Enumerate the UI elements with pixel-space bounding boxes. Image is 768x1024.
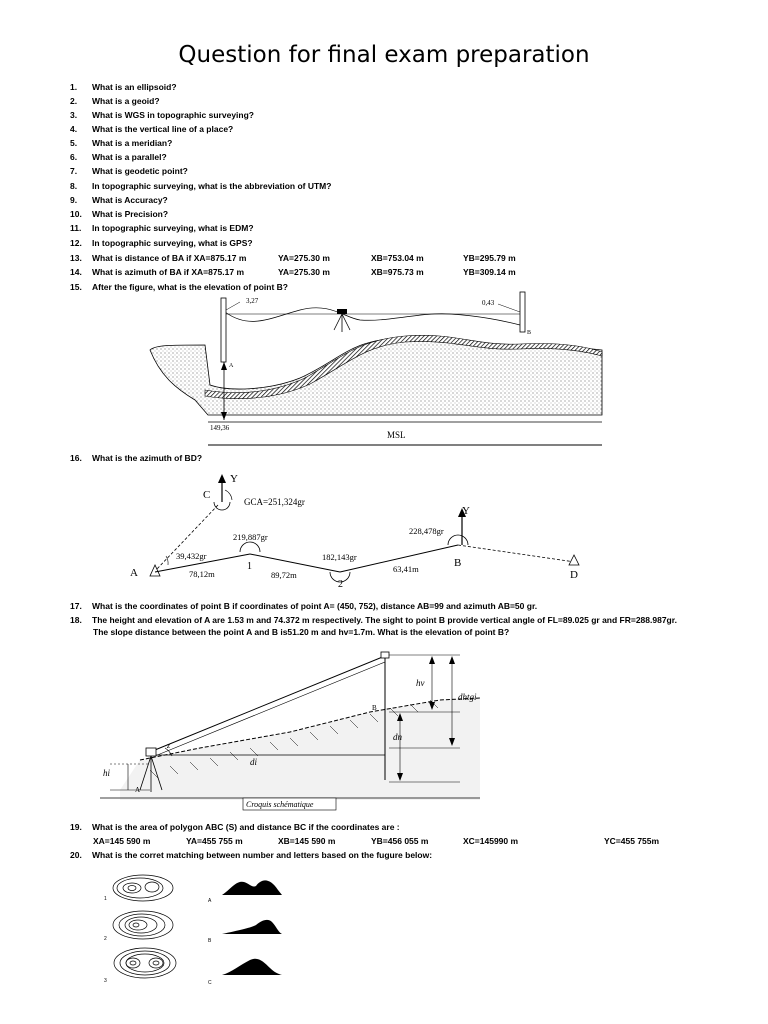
q13-yb: YB=295.79 m xyxy=(463,253,516,263)
question-15: 15. After the figure, what is the elevation of point B? xyxy=(70,282,288,292)
elevation-value: 149,36 xyxy=(210,424,230,432)
question-3: 3. What is WGS in topographic surveying? xyxy=(70,110,254,120)
q19-xc: XC=145990 m xyxy=(463,836,519,846)
question-19: 19. What is the area of polygon ABC (S) and distance BC if the coordinates are : xyxy=(70,822,400,832)
profile-a xyxy=(222,880,282,895)
angle-a: 39,432gr xyxy=(176,551,207,561)
contour-map-1 xyxy=(113,875,173,901)
question-10: 10. What is Precision? xyxy=(70,209,169,219)
question-8: 8. In topographic surveying, what is the abbreviation of UTM? xyxy=(70,181,332,191)
q13-ya: YA=275.30 m xyxy=(278,253,330,263)
label-dh: dhtgi xyxy=(458,692,477,702)
q14-xb: XB=975.73 m xyxy=(371,267,424,277)
q14-yb: YB=309.14 m xyxy=(463,267,516,277)
question-16: 16. What is the azimuth of BD? xyxy=(70,453,203,463)
contour-map-3 xyxy=(114,948,176,978)
question-18: 18. The height and elevation of A are 1.53 m and 74.372 m respectively. The sight to point B provide vertical angle of FL=89.025 gr and FR=288.987gr. xyxy=(70,615,677,625)
question-6: 6. What is a parallel? xyxy=(70,152,167,162)
label-a: A xyxy=(135,786,141,794)
map-number-3: 3 xyxy=(104,978,107,984)
question-4: 4. What is the vertical line of a place? xyxy=(70,124,234,134)
angle-1: 219,887gr xyxy=(233,532,268,542)
q19-yc: YC=455 755m xyxy=(604,836,660,846)
question-1: 1. What is an ellipsoid? xyxy=(70,82,177,92)
point-1: 1 xyxy=(247,561,252,572)
profile-letter-a: A xyxy=(208,898,212,904)
profile-letter-c: C xyxy=(208,980,212,986)
question-12: 12. In topographic surveying, what is GPS? xyxy=(70,238,253,248)
point-c: C xyxy=(203,489,211,501)
dist-2b: 63,41m xyxy=(393,564,419,574)
map-number-2: 2 xyxy=(104,936,107,942)
label-z: z xyxy=(167,741,171,750)
q19-ya: YA=455 755 m xyxy=(186,836,243,846)
q19-yb: YB=456 055 m xyxy=(371,836,429,846)
dist-12: 89,72m xyxy=(271,570,297,580)
label-b: B xyxy=(372,704,377,712)
msl-label: MSL xyxy=(387,430,406,440)
point-a-label: A xyxy=(229,363,234,369)
q14-ya: YA=275.30 m xyxy=(278,267,330,277)
point-2: 2 xyxy=(338,579,343,590)
reading-right: 0,43 xyxy=(482,299,495,307)
q13-xb: XB=753.04 m xyxy=(371,253,424,263)
reading-left: 3,27 xyxy=(246,297,259,305)
profile-letter-b: B xyxy=(208,938,212,944)
q19-xa: XA=145 590 m xyxy=(93,836,151,846)
dist-a1: 78,12m xyxy=(189,569,215,579)
question-13: 13. What is distance of BA if XA=875.17 m xyxy=(70,253,247,263)
profile-c xyxy=(222,959,282,975)
point-b-label: B xyxy=(527,330,532,336)
map-number-1: 1 xyxy=(104,896,107,902)
question-5: 5. What is a meridian? xyxy=(70,138,173,148)
contour-map-2 xyxy=(113,911,173,939)
label-di: di xyxy=(250,757,258,767)
question-9: 9. What is Accuracy? xyxy=(70,195,168,205)
y-axis-c: Y xyxy=(230,473,238,485)
label-dn: dn xyxy=(393,732,402,742)
page-title: Question for final exam preparation xyxy=(178,42,590,68)
profile-b xyxy=(222,920,282,934)
q19-xb: XB=145 590 m xyxy=(278,836,336,846)
angle-b: 228,478gr xyxy=(409,526,444,536)
question-14: 14. What is azimuth of BA if XA=875.17 m xyxy=(70,267,245,277)
label-hv: hv xyxy=(416,678,425,688)
question-2: 2. What is a geoid? xyxy=(70,96,160,106)
question-18-line2: The slope distance between the point A and B is51.20 m and hv=1.7m. What is the elevation of point B? xyxy=(93,627,510,637)
gca-label: GCA=251,324gr xyxy=(244,497,305,507)
question-7: 7. What is geodetic point? xyxy=(70,166,188,176)
question-17: 17. What is the coordinates of point B if coordinates of point A= (450, 752), distance AB=99 and azimuth AB=50 gr. xyxy=(70,601,538,611)
question-11: 11. In topographic surveying, what is EDM? xyxy=(70,223,254,233)
question-20: 20. What is the corret matching between number and letters based on the fugure below: xyxy=(70,850,433,860)
sketch-caption: Croquis schématique xyxy=(246,800,314,809)
point-d: D xyxy=(570,569,578,581)
label-hi: hi xyxy=(103,768,111,778)
angle-2: 182,143gr xyxy=(322,552,357,562)
y-axis-b: Y xyxy=(462,505,470,517)
point-b: B xyxy=(454,557,462,569)
point-a: A xyxy=(130,567,138,579)
